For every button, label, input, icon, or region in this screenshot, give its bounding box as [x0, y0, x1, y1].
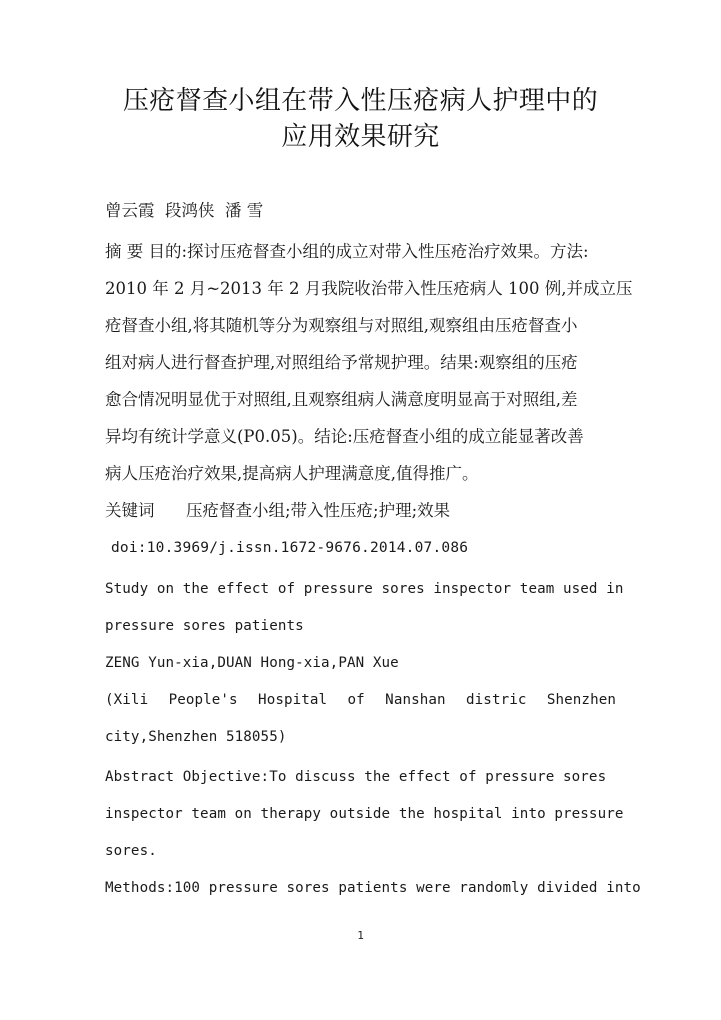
- page-title: [105, 0, 616, 155]
- affil-segment: Nanshan: [385, 692, 446, 708]
- english-abstract: [105, 756, 641, 907]
- affil-segment: distric: [466, 692, 527, 708]
- chinese-author-list: 曾云霞 段鸿侠 潘 雪: [105, 201, 264, 220]
- chinese-abstract-line: 病人压疮治疗效果,提高病人护理满意度,值得推广。: [105, 464, 479, 483]
- english-author-list: [105, 645, 616, 682]
- english-abstract-line: inspector team on therapy outside the hospital into pressure: [105, 806, 624, 822]
- english-abstract-line: Methods:100 pressure sores patients were randomly divided into: [105, 880, 641, 896]
- english-title: [105, 567, 624, 645]
- page-number: 1: [357, 929, 364, 942]
- doi-line: doi:10.3969/j.issn.1672-9676.2014.07.086: [111, 540, 469, 556]
- chinese-abstract-line: 愈合情况明显优于对照组,且观察组病人满意度明显高于对照组,差: [105, 390, 578, 409]
- title-line-2: 应用效果研究: [281, 122, 440, 152]
- affil-segment: Shenzhen: [546, 692, 616, 708]
- chinese-abstract-line: 疮督查小组,将其随机等分为观察组与对照组,观察组由压疮督查小: [105, 316, 578, 335]
- chinese-abstract-line: 摘 要 目的:探讨压疮督查小组的成立对带入性压疮治疗效果。方法:: [105, 242, 589, 261]
- english-author-line: ZENG Yun-xia,DUAN Hong-xia,PAN Xue: [105, 655, 399, 671]
- affil-segment: (Xili: [105, 692, 149, 708]
- english-title-line: pressure sores patients: [105, 618, 304, 634]
- page-content-column: [105, 0, 641, 907]
- english-affiliation-line: [105, 682, 616, 719]
- chinese-keywords: 关键词 压疮督查小组;带入性压疮;护理;效果: [105, 501, 451, 520]
- english-title-segment: Study on the effect of pressure sores inspector team used in: [105, 581, 624, 597]
- english-title-line: [105, 571, 624, 608]
- english-abstract-line: Abstract Objective:To discuss the effect of pressure sores: [105, 769, 607, 785]
- chinese-abstract-line: 组对病人进行督查护理,对照组给予常规护理。结果:观察组的压疮: [105, 353, 578, 372]
- affil-segment: Hospital: [258, 692, 328, 708]
- english-affiliation: [105, 682, 616, 756]
- title-line-1: 压疮督查小组在带入性压疮病人护理中的: [122, 86, 599, 116]
- affil-segment: of: [347, 692, 365, 708]
- english-affiliation-line: city,Shenzhen 518055): [105, 729, 287, 745]
- chinese-abstract-line: 异均有统计学意义(P0.05)。结论:压疮督查小组的成立能显著改善: [105, 427, 584, 446]
- chinese-abstract: [105, 229, 633, 492]
- english-abstract-line: sores.: [105, 843, 157, 859]
- chinese-abstract-line: 2010 年 2 月~2013 年 2 月我院收治带入性压疮病人 100 例,并成立压: [105, 279, 633, 298]
- affil-segment: People's: [168, 692, 238, 708]
